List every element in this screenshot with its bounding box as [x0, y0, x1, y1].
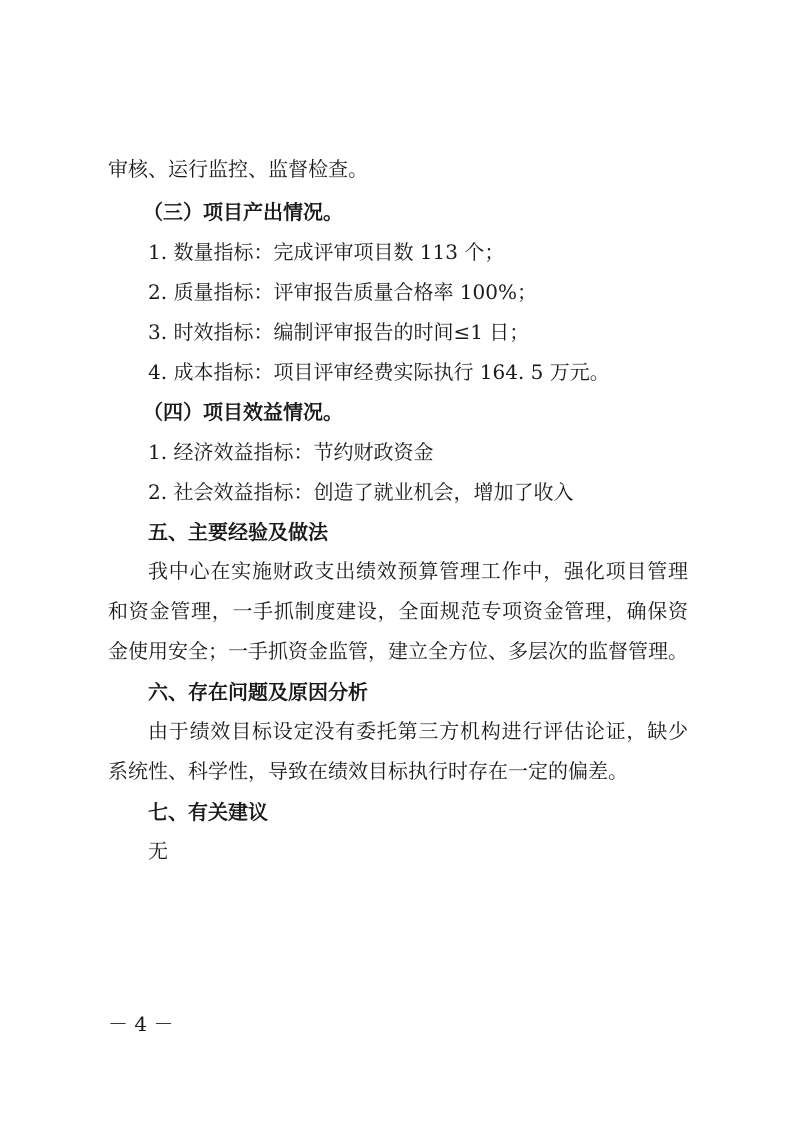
page-number: － 4 －	[108, 1012, 174, 1036]
indicator-economic-benefit: 1. 经济效益指标：节约财政资金	[148, 440, 434, 464]
indicator-timeliness: 3. 时效指标：编制评审报告的时间≤1 日；	[148, 320, 530, 344]
section-heading-suggestions: 七、有关建议	[148, 800, 268, 824]
paragraph-problems-line-1: 由于绩效目标设定没有委托第三方机构进行评估论证，缺少	[148, 719, 688, 743]
section-heading-project-benefit: （四）项目效益情况。	[143, 400, 343, 424]
paragraph-suggestions: 无	[148, 839, 168, 863]
section-heading-project-output: （三）项目产出情况。	[143, 200, 343, 224]
indicator-social-benefit: 2. 社会效益指标：创造了就业机会，增加了收入	[148, 480, 574, 504]
paragraph-experience-line-1: 我中心在实施财政支出绩效预算管理工作中，强化项目管理	[148, 559, 688, 583]
indicator-cost: 4. 成本指标：项目评审经费实际执行 164. 5 万元。	[148, 360, 610, 384]
indicator-quality: 2. 质量指标：评审报告质量合格率 100%；	[148, 280, 537, 304]
section-heading-problems: 六、存在问题及原因分析	[148, 680, 368, 704]
paragraph-continuation: 审核、运行监控、监督检查。	[108, 157, 368, 181]
paragraph-problems-line-2: 系统性、科学性，导致在绩效目标执行时存在一定的偏差。	[108, 759, 628, 783]
paragraph-experience-line-2: 和资金管理，一手抓制度建设，全面规范专项资金管理，确保资	[108, 599, 688, 623]
paragraph-experience-line-3: 金使用安全；一手抓资金监管，建立全方位、多层次的监督管理。	[108, 639, 688, 663]
indicator-quantity: 1. 数量指标：完成评审项目数 113 个；	[148, 240, 505, 264]
section-heading-experience: 五、主要经验及做法	[148, 520, 328, 544]
